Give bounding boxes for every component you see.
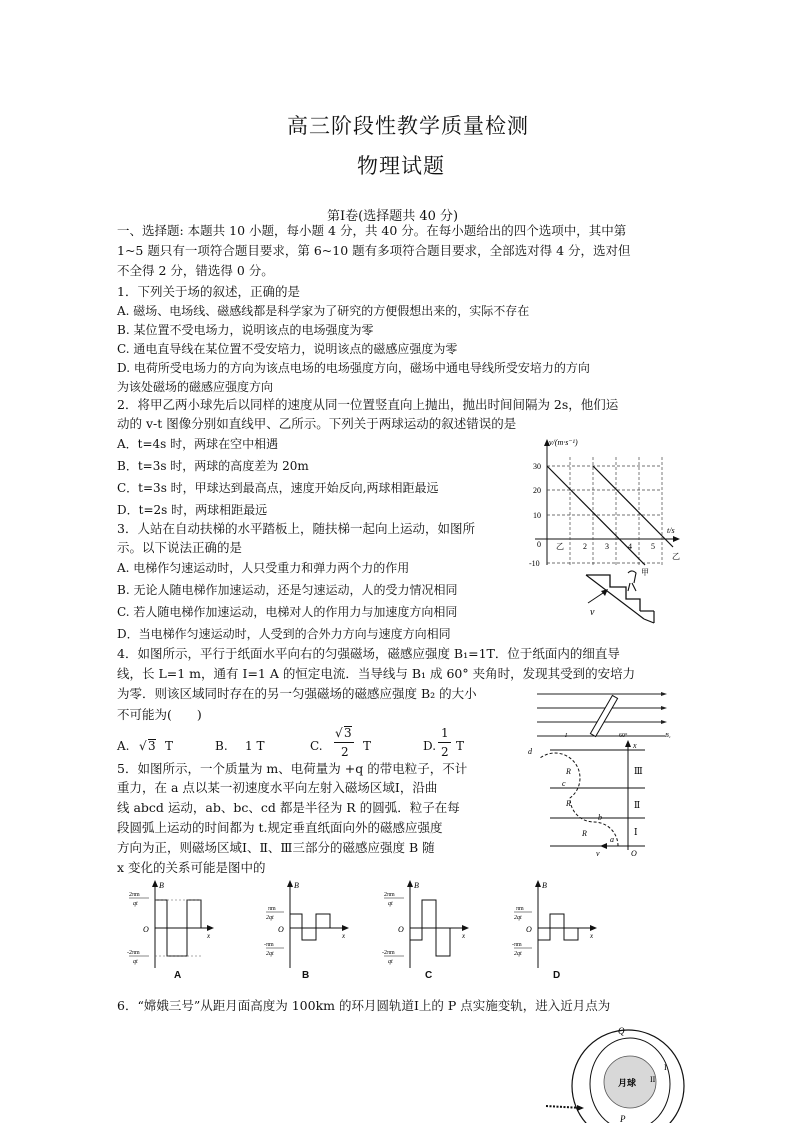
- intro-line: 一、选择题: 本题共 10 小题，每小题 4 分，共 40 分。在每小题给出的四个选项中，其中第: [117, 223, 627, 238]
- sqrt-symbol: √: [335, 726, 343, 740]
- graph-axis-label: x: [462, 932, 466, 940]
- option-c-graph: [370, 878, 470, 976]
- graph-tick-label: qt: [133, 959, 138, 965]
- graph-tick-label: πm: [516, 906, 524, 912]
- moon-label: 月球: [618, 1078, 637, 1088]
- graph-tick-label: 2qt: [266, 951, 274, 957]
- vt-line-label: 乙: [556, 542, 564, 551]
- q1-option: D. 电荷所受电场力的方向为该点电场的电场强度方向，磁场中通电导线所受安培力的方向: [117, 361, 590, 375]
- graph-tick-label: qt: [133, 901, 138, 907]
- graph-tick-label: 2πm: [384, 892, 395, 898]
- q4-stem: 不可能为( ): [117, 707, 202, 722]
- page-title: 高三阶段性教学质量检测: [287, 114, 529, 138]
- graph-tick-label: qt: [388, 901, 393, 907]
- graph-origin-label: O: [278, 925, 284, 934]
- q3-stem: 3．人站在自动扶梯的水平踏板上，随扶梯一起向上运动，如图所: [117, 521, 475, 536]
- q3-option: C. 若人随电梯作加速运动，电梯对人的作用力与加速度方向相同: [117, 605, 458, 619]
- fraction-bar: [438, 742, 451, 743]
- graph-tick-label: -2πm: [127, 950, 140, 956]
- graph-tick-label: -πm: [512, 942, 522, 948]
- q3-option: D．当电梯作匀速运动时，人受到的合外力方向与速度方向相同: [117, 627, 451, 641]
- q2-option: C．t=3s 时，甲球达到最高点，速度开始反向,两球相距最远: [117, 481, 439, 495]
- page-subtitle: 物理试题: [357, 154, 445, 178]
- q4-option-b-label: B.: [215, 739, 228, 753]
- field-regions-figure: [510, 738, 670, 858]
- option-d-graph: [498, 878, 598, 976]
- point-label: b: [598, 813, 602, 822]
- vt-ylabel: v/(m·s⁻¹): [549, 438, 578, 447]
- q5-stem: 线 abcd 运动，ab、bc、cd 都是半径为 R 的圆弧．粒子在每: [117, 800, 460, 815]
- graph-origin-label: O: [398, 925, 404, 934]
- escalator-v-label: v: [590, 607, 595, 618]
- option-d-caption: D: [553, 970, 561, 981]
- section-heading: 第Ⅰ卷(选择题共 40 分): [327, 209, 459, 224]
- vt-xtick: 4: [628, 542, 632, 551]
- q5-stem: x 变化的关系可能是图中的: [117, 860, 266, 875]
- graph-tick-label: 2qt: [266, 915, 274, 921]
- q5-stem: 段圆弧上运动的时间都为 t.规定垂直纸面向外的磁感应强度: [117, 820, 443, 835]
- axis-label: x: [633, 741, 637, 750]
- graph-tick-label: 2qt: [514, 915, 522, 921]
- q4-option-a-unit: T: [165, 739, 174, 753]
- vt-line-label: 甲: [641, 568, 649, 577]
- graph-tick-label: 2πm: [129, 892, 140, 898]
- intro-line: 不全得 2 分，错选得 0 分。: [117, 263, 274, 278]
- intro-line: 1~5 题只有一项符合题目要求，第 6~10 题有多项符合题目要求，全部选对得 4 分，选对但: [117, 243, 631, 258]
- q1-option: A. 磁场、电场线、磁感线都是科学家为了研究的方便假想出来的，实际不存在: [117, 304, 530, 318]
- graph-axis-label: x: [590, 932, 594, 940]
- q4-option-c-denominator: 2: [341, 745, 349, 759]
- wire-field-figure: [535, 690, 675, 740]
- graph-axis-label: B: [159, 881, 164, 890]
- vt-line-label: 乙: [672, 552, 680, 561]
- sqrt-symbol: √: [139, 739, 147, 753]
- graph-axis-label: B: [414, 881, 419, 890]
- wire-b1-label: B₁: [665, 733, 671, 739]
- vt-xtick: 5: [651, 542, 655, 551]
- radius-label: R: [566, 799, 571, 808]
- q1-option: 为该处磁场的磁感应强度方向: [117, 380, 274, 394]
- fraction-bar: [334, 742, 354, 743]
- vt-ytick: 20: [533, 486, 541, 495]
- graph-axis-label: x: [342, 932, 346, 940]
- q3-option: A. 电梯作匀速运动时，人只受重力和弹力两个力的作用: [117, 561, 410, 575]
- q4-option-c-label: C.: [310, 739, 323, 753]
- graph-axis-label: B: [542, 881, 547, 890]
- q4-option-c-unit: T: [363, 739, 372, 753]
- q3-option: B. 无论人随电梯作加速运动，还是匀速运动，人的受力情况相同: [117, 583, 458, 597]
- escalator-figure: [582, 567, 664, 625]
- q4-stem: 4．如图所示，平行于纸面水平向右的匀强磁场，磁感应强度 B₁=1T．位于纸面内的细直导: [117, 646, 620, 661]
- graph-axis-label: x: [207, 932, 211, 940]
- wire-angle-label: 60°: [619, 733, 628, 739]
- vt-ytick: 10: [533, 511, 541, 520]
- graph-tick-label: qt: [388, 959, 393, 965]
- q4-option-a-label: A.: [117, 739, 130, 753]
- q6-stem: 6．“嫦娥三号”从距月面高度为 100km 的环月圆轨道Ⅰ上的 P 点实施变轨，进入近月点为: [117, 998, 611, 1013]
- q4-option-a-radicand: 3: [148, 739, 156, 753]
- q3-stem: 示。以下说法正确的是: [117, 540, 243, 555]
- graph-tick-label: -πm: [264, 942, 274, 948]
- q2-option: A．t=4s 时，两球在空中相遇: [117, 437, 279, 451]
- option-c-caption: C: [425, 970, 433, 981]
- option-a-caption: A: [174, 970, 182, 981]
- option-b-graph: [250, 878, 350, 976]
- graph-tick-label: -2πm: [382, 950, 395, 956]
- orbit-label: II: [650, 1075, 656, 1084]
- radius-label: R: [566, 767, 571, 776]
- graph-tick-label: 2qt: [514, 951, 522, 957]
- q4-stem: 为零．则该区域同时存在的另一匀强磁场的磁感应强度 B₂ 的大小: [117, 686, 477, 701]
- q4-stem: 线，长 L=1 m，通有 I=1 A 的恒定电流．当导线与 B₁ 成 60° 夹角时，发现其受到的安培力: [117, 666, 636, 681]
- vt-ytick: 0: [537, 540, 541, 549]
- vt-xtick: 3: [605, 542, 609, 551]
- vt-xtick: 2: [583, 542, 587, 551]
- q1-option: C. 通电直导线在某位置不受安培力，说明该点的磁感应强度为零: [117, 342, 458, 356]
- q4-options: [117, 726, 477, 763]
- q2-stem: 2．将甲乙两小球先后以同样的速度从同一位置竖直向上抛出，抛出时间间隔为 2s，他们运: [117, 397, 619, 412]
- wire-current-label: I: [565, 733, 567, 739]
- region-label: Ⅰ: [634, 827, 638, 837]
- graph-origin-label: O: [143, 925, 149, 934]
- q1-option: B. 某位置不受电场力，说明该点的电场强度为零: [117, 323, 374, 337]
- q4-option-d-label: D.: [423, 739, 437, 753]
- orbit-label: I: [664, 1063, 667, 1072]
- region-label: Ⅱ: [634, 800, 641, 810]
- point-label: d: [528, 747, 532, 756]
- q2-stem: 动的 v-t 图像分别如直线甲、乙所示。下列关于两球运动的叙述错误的是: [117, 416, 517, 431]
- moon-orbit-figure: [530, 1018, 690, 1123]
- q4-option-d-unit: T: [456, 739, 465, 753]
- q4-option-b-value: 1 T: [245, 739, 265, 753]
- orbit-point-label: Q: [618, 1026, 625, 1036]
- q5-stem: 重力，在 a 点以某一初速度水平向左射入磁场区域Ⅰ，沿曲: [117, 780, 438, 795]
- q4-option-d-numerator: 1: [441, 726, 449, 740]
- point-label: a: [610, 835, 614, 844]
- vt-graph-figure: [525, 435, 685, 585]
- vt-xlabel: t/s: [667, 526, 675, 535]
- graph-tick-label: πm: [268, 906, 276, 912]
- q5-stem: 方向为正，则磁场区域Ⅰ、Ⅱ、Ⅲ三部分的磁感应强度 B 随: [117, 840, 435, 855]
- vt-ytick: 30: [533, 462, 541, 471]
- point-label: c: [562, 779, 566, 788]
- radius-label: R: [582, 829, 587, 838]
- origin-label: O: [631, 849, 637, 858]
- velocity-label: v: [596, 849, 600, 858]
- graph-origin-label: O: [526, 925, 532, 934]
- region-label: Ⅲ: [634, 766, 643, 776]
- orbit-point-label: P: [620, 1114, 626, 1123]
- q4-option-c-numerator: 3: [344, 726, 352, 740]
- option-a-graph: [115, 878, 215, 976]
- q2-option: B．t=3s 时，两球的高度差为 20m: [117, 459, 309, 473]
- vt-ytick: -10: [529, 559, 540, 568]
- q1-stem: 1．下列关于场的叙述，正确的是: [117, 284, 300, 299]
- graph-axis-label: B: [294, 881, 299, 890]
- q4-option-d-denominator: 2: [441, 745, 449, 759]
- option-b-caption: B: [302, 970, 310, 981]
- q2-option: D．t=2s 时，两球相距最远: [117, 503, 268, 517]
- q5-stem: 5．如图所示，一个质量为 m、电荷量为 +q 的带电粒子，不计: [117, 761, 468, 776]
